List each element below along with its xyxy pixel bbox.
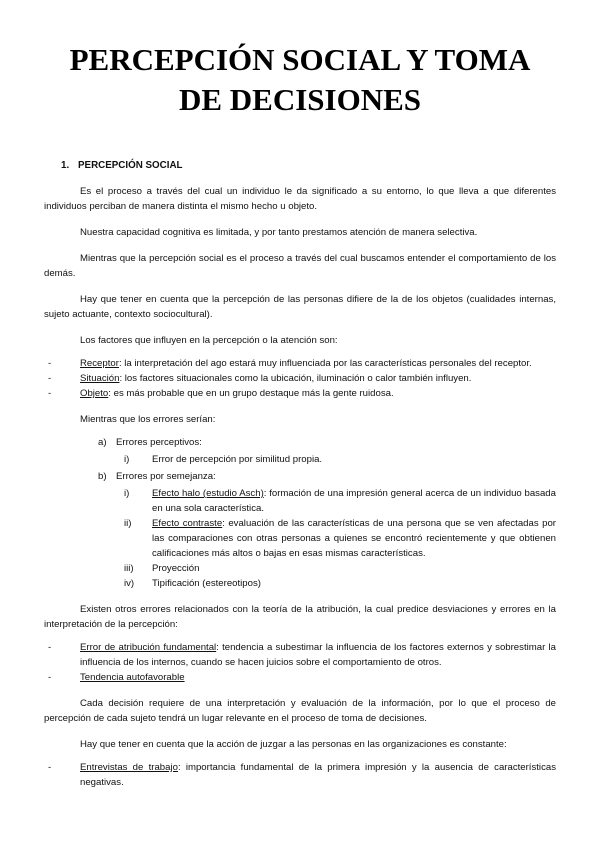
list-text: Proyección <box>152 563 200 574</box>
list-term: Efecto halo (estudio Asch) <box>152 488 264 499</box>
list-item <box>44 386 556 401</box>
list-dash: - <box>48 762 52 773</box>
section-heading <box>61 158 556 173</box>
list-item <box>44 435 556 467</box>
document-title: PERCEPCIÓN SOCIAL Y TOMA DE DECISIONES <box>69 42 531 117</box>
list-item <box>44 516 556 561</box>
list-item <box>44 760 556 790</box>
sublist <box>116 486 556 591</box>
list-marker: a) <box>98 437 107 448</box>
list-label: Errores por semejanza: <box>116 471 216 482</box>
list-item <box>44 486 556 516</box>
list-item <box>44 356 556 371</box>
list-item <box>44 452 556 467</box>
list-term: Efecto contraste <box>152 518 223 529</box>
list-dash: - <box>48 358 52 369</box>
list-dash: - <box>48 388 52 399</box>
list-dash: - <box>48 672 52 683</box>
list-dash: - <box>48 373 52 384</box>
list-item <box>44 371 556 386</box>
paragraph-errors-intro: Mientras que los errores serían: <box>80 414 216 425</box>
list-item <box>44 576 556 591</box>
list-term: Tendencia autofavorable <box>80 672 185 683</box>
list-item <box>44 561 556 576</box>
list-text: : la interpretación del ago estará muy influenciada por las características personales del receptor. <box>118 358 532 369</box>
list-item <box>44 469 556 591</box>
list-term: Situación <box>80 373 120 384</box>
list-text: Tipificación (estereotipos) <box>152 578 261 589</box>
list-marker: ii) <box>124 518 132 529</box>
list-marker: i) <box>124 454 130 465</box>
list-term: Objeto <box>80 388 109 399</box>
list-text: : evaluación de las características de una persona que se ven afectadas por las comparaciones con otras personas a quienes se encontró recientemente y que obtienen calificaciones más altos o bajas en esas mismas características. <box>152 518 556 559</box>
section-number: 1. <box>61 160 70 171</box>
paragraph-definition: Es el proceso a través del cual un individuo le da significado a su entorno, lo que lleva a que diferentes individuos perciban de manera distinta el mismo hecho u objeto. <box>44 186 556 212</box>
list-item <box>44 640 556 670</box>
list-dash: - <box>48 642 52 653</box>
list-text: Error de percepción por similitud propia. <box>152 454 323 465</box>
paragraph-social-perception: Mientras que la percepción social es el proceso a través del cual buscamos entender el comportamiento de los demás. <box>44 253 556 279</box>
paragraph-attribution: Existen otros errores relacionados con la teoría de la atribución, la cual predice desviaciones y errores en la interpretación de la percepción: <box>44 604 556 630</box>
list-label: Errores perceptivos: <box>116 437 202 448</box>
factors-list <box>44 356 556 401</box>
list-marker: iv) <box>124 578 135 589</box>
paragraph-judging: Hay que tener en cuenta que la acción de juzgar a las personas en las organizaciones es constante: <box>80 739 507 750</box>
paragraph-decision: Cada decisión requiere de una interpretación y evaluación de la información, por lo que el proceso de percepción de cada sujeto tendrá un lugar relevante en el proceso de toma de decisiones. <box>44 698 556 724</box>
sublist <box>116 452 556 467</box>
paragraph-difference: Hay que tener en cuenta que la percepción de las personas difiere de la de los objetos (cualidades internas, sujeto actuante, contexto sociocultural). <box>44 294 556 320</box>
list-marker: i) <box>124 488 130 499</box>
errors-list <box>44 435 556 591</box>
list-text: : importancia fundamental de la primera impresión y la ausencia de características negativas. <box>80 762 556 788</box>
paragraph-capacity: Nuestra capacidad cognitiva es limitada, y por tanto prestamos atención de manera selectiva. <box>80 227 478 238</box>
list-marker: b) <box>98 471 107 482</box>
section-title: PERCEPCIÓN SOCIAL <box>78 160 183 171</box>
list-text: : tendencia a subestimar la influencia de los factores externos y sobrestimar la influencia de los internos, cuando se hacen juicios sobre el comportamiento de otros. <box>80 642 556 668</box>
list-text: : es más probable que en un grupo destaque más la gente ruidosa. <box>108 388 394 399</box>
list-term: Error de atribución fundamental <box>80 642 217 653</box>
list-term: Receptor <box>80 358 119 369</box>
list-term: Entrevistas de trabajo <box>80 762 178 773</box>
list-item <box>44 670 556 685</box>
list-text: : formación de una impresión general acerca de un individuo basada en una sola característica. <box>152 488 556 514</box>
list-marker: iii) <box>124 563 134 574</box>
attribution-list <box>44 640 556 685</box>
paragraph-factors-intro: Los factores que influyen en la percepción o la atención son: <box>80 335 338 346</box>
list-text: : los factores situacionales como la ubicación, iluminación o calor también influyen. <box>119 373 472 384</box>
organization-list <box>44 760 556 790</box>
